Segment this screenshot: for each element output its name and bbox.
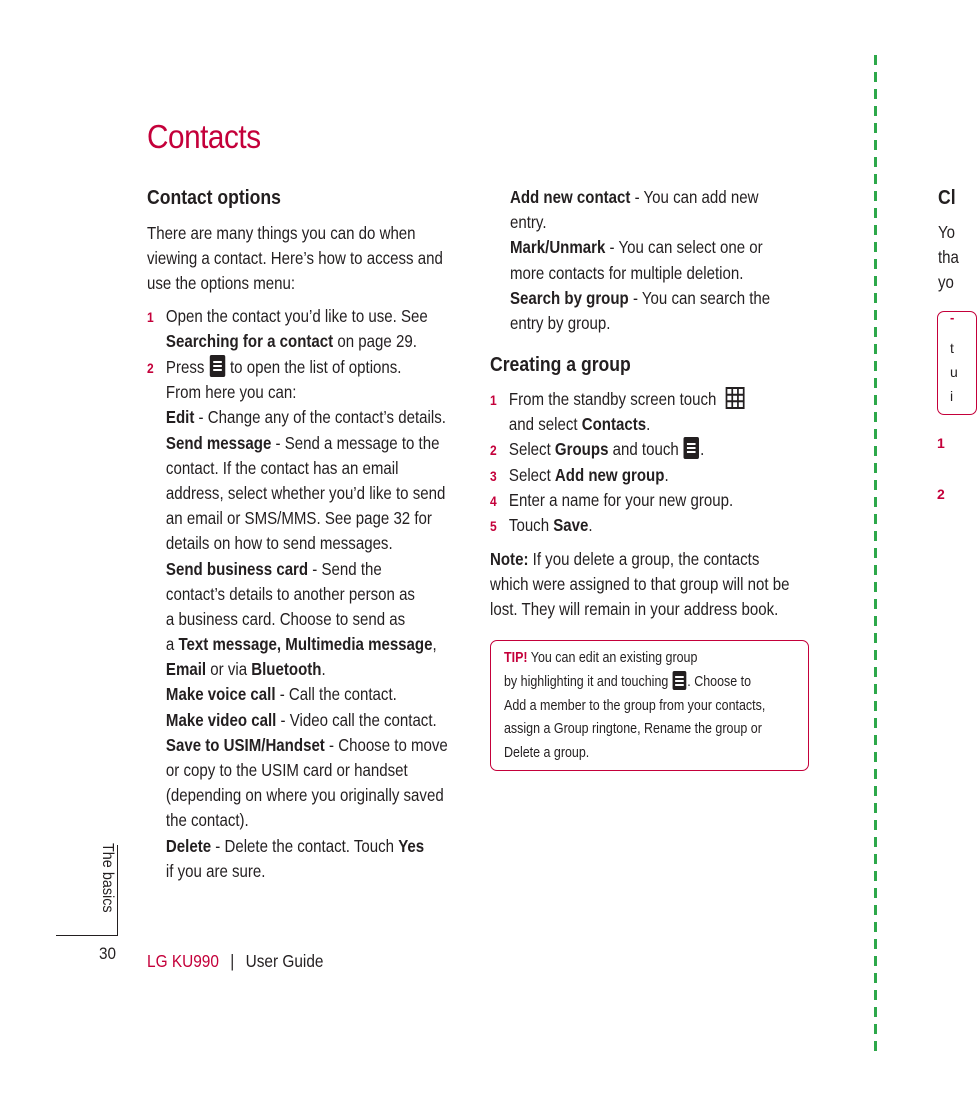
option-name: Search by group (510, 287, 629, 308)
option-desc: or via (206, 659, 252, 680)
grid-menu-icon (726, 387, 745, 409)
section-side-label: The basics (99, 843, 116, 913)
next-page-tip-fragment: - (950, 310, 955, 325)
next-page-text-fragment: yo (938, 272, 954, 292)
option-desc: if you are sure. (165, 860, 266, 881)
option-search-by-group (510, 286, 770, 311)
contact-options-intro (147, 221, 443, 297)
next-page-tip-fragment: u (950, 364, 958, 380)
option-send-business-card (147, 557, 448, 582)
option-desc: a (165, 634, 179, 655)
next-page-heading-fragment: Cl (938, 187, 956, 209)
step-text: . (646, 414, 651, 435)
menu-icon (684, 437, 699, 459)
intro-line: viewing a contact. Here’s how to access and (147, 248, 443, 269)
option-desc: - Send the (308, 558, 382, 579)
option-desc: - Video call the contact. (276, 709, 437, 730)
option-name: Mark/Unmark (510, 237, 606, 258)
more-options (510, 185, 770, 336)
note-label: Note: (490, 549, 529, 569)
step-text: and touch (608, 439, 683, 460)
option-desc: - You can select one or (605, 237, 763, 258)
option-name: Make voice call (165, 684, 276, 705)
option-name: Save to USIM/Handset (165, 734, 325, 755)
option-name: Send message (165, 432, 272, 453)
step-number: 3 (490, 467, 497, 484)
option-desc: a business card. Choose to send as (165, 608, 406, 629)
step-text: . (588, 514, 593, 535)
step-text: to open the list of options. (225, 357, 402, 377)
page-title: Contacts (147, 118, 261, 155)
step-keyword: Save (553, 514, 589, 535)
brand-name: LG KU990 (147, 951, 219, 971)
option-desc: or copy to the USIM card or handset (165, 760, 408, 780)
menu-icon (209, 355, 224, 377)
option-desc: contact’s details to another person as (165, 583, 415, 604)
next-page-text-fragment: Yo (938, 222, 956, 242)
option-name: Delete (165, 835, 212, 856)
step-text: Enter a name for your new group. (508, 489, 734, 510)
option-name: Email (165, 659, 207, 680)
step-text: . (664, 464, 669, 485)
step-text: on page 29. (333, 331, 417, 352)
option-add-new-contact (510, 185, 770, 210)
step-text: Press (165, 357, 209, 377)
step-number: 2 (147, 360, 154, 376)
step-text: From the standby screen touch (508, 389, 717, 409)
step-keyword: Add new group (554, 464, 665, 485)
note-text: which were assigned to that group will not be (490, 574, 790, 595)
step-keyword: Groups (554, 439, 609, 460)
option-name: Send business card (165, 558, 309, 579)
option-desc: - You can add new (630, 187, 759, 207)
step-number: 2 (490, 442, 497, 459)
footer-brand (147, 951, 323, 972)
intro-line: use the options menu: (147, 273, 296, 294)
step-text: and select (508, 414, 582, 435)
tip-line: assign a Group ringtone, Rename the group or (504, 721, 762, 738)
step-text: Select (508, 464, 555, 485)
page-number: 30 (99, 944, 117, 963)
option-desc: the contact). (165, 810, 249, 831)
note (490, 547, 790, 623)
footer-separator: | (230, 951, 235, 971)
option-desc: , (432, 634, 437, 655)
note-text: If you delete a group, the contacts (528, 549, 760, 569)
option-desc: address, select whether you’d like to send (165, 482, 446, 503)
next-page-tip-fragment: t (950, 340, 954, 356)
step-text: Select (508, 439, 555, 460)
option-desc: - Change any of the contact’s details. (194, 407, 446, 428)
fold-guide-line (874, 55, 877, 1058)
option-save (147, 733, 448, 758)
option-desc: details on how to send messages. (165, 533, 393, 554)
footer-divider (56, 935, 118, 936)
option-desc: an email or SMS/MMS. See page 32 for (165, 508, 432, 529)
tip-line: Add a member to the group from your contacts, (504, 697, 766, 714)
next-page-tip-fragment: i (950, 388, 954, 404)
option-desc: entry. (510, 212, 547, 233)
step-text: . (700, 439, 705, 460)
option-desc: - Call the contact. (275, 684, 397, 705)
option-mark-unmark (510, 235, 770, 260)
tip-line: by highlighting it and touching (504, 673, 672, 690)
tip-label: TIP! (504, 650, 528, 666)
tip-line: You can edit an existing group (527, 650, 698, 666)
step-keyword: Contacts (581, 414, 647, 435)
next-page-tip-box-fragment (937, 311, 977, 415)
step-1 (147, 304, 428, 354)
option-desc: - Delete the contact. Touch (211, 835, 399, 856)
section-heading-contact-options: Contact options (147, 187, 281, 209)
tip-text (504, 647, 765, 766)
step-text: Open the contact you’d like to use. See (165, 306, 428, 326)
option-desc: entry by group. (510, 312, 611, 333)
tip-line: . Choose to (687, 673, 752, 690)
step-text: From here you can: (165, 382, 297, 403)
note-text: lost. They will remain in your address book. (490, 599, 779, 620)
menu-icon (673, 671, 687, 690)
tip-line: Delete a group. (504, 745, 590, 762)
next-page-step-number: 2 (937, 486, 945, 502)
option-desc: contact. If the contact has an email (165, 457, 399, 478)
option-desc: more contacts for multiple deletion. (510, 262, 744, 283)
link-reference: Searching for a contact (165, 331, 334, 352)
option-desc: . (321, 659, 326, 680)
option-video-call (147, 708, 448, 733)
step-number: 4 (490, 492, 497, 509)
creating-group-steps (490, 387, 745, 538)
option-name: Bluetooth (251, 659, 322, 680)
option-desc: - Choose to move (324, 734, 448, 755)
option-name: Yes (398, 835, 425, 856)
option-desc: - You can search the (628, 287, 771, 308)
option-desc: - Send a message to the (271, 432, 440, 453)
step-2 (147, 355, 448, 884)
step-number: 1 (490, 392, 497, 408)
option-name: Make video call (165, 709, 277, 730)
next-page-step-number: 1 (937, 435, 945, 451)
footer-guide: User Guide (245, 951, 324, 971)
step-text: Touch (508, 514, 554, 535)
option-name: Edit (165, 407, 195, 428)
option-name: Add new contact (510, 187, 631, 207)
step-number: 5 (490, 517, 497, 534)
side-divider (117, 845, 118, 935)
section-heading-creating-group: Creating a group (490, 354, 631, 376)
option-edit (147, 405, 448, 430)
option-name: Text message, Multimedia message (178, 634, 433, 655)
option-desc: (depending on where you originally saved (165, 785, 444, 806)
option-voice-call (147, 682, 448, 707)
next-page-text-fragment: tha (938, 247, 959, 267)
step-number: 1 (147, 309, 154, 325)
option-delete (147, 834, 448, 859)
option-send-message (147, 431, 448, 456)
intro-line: There are many things you can do when (147, 223, 416, 243)
